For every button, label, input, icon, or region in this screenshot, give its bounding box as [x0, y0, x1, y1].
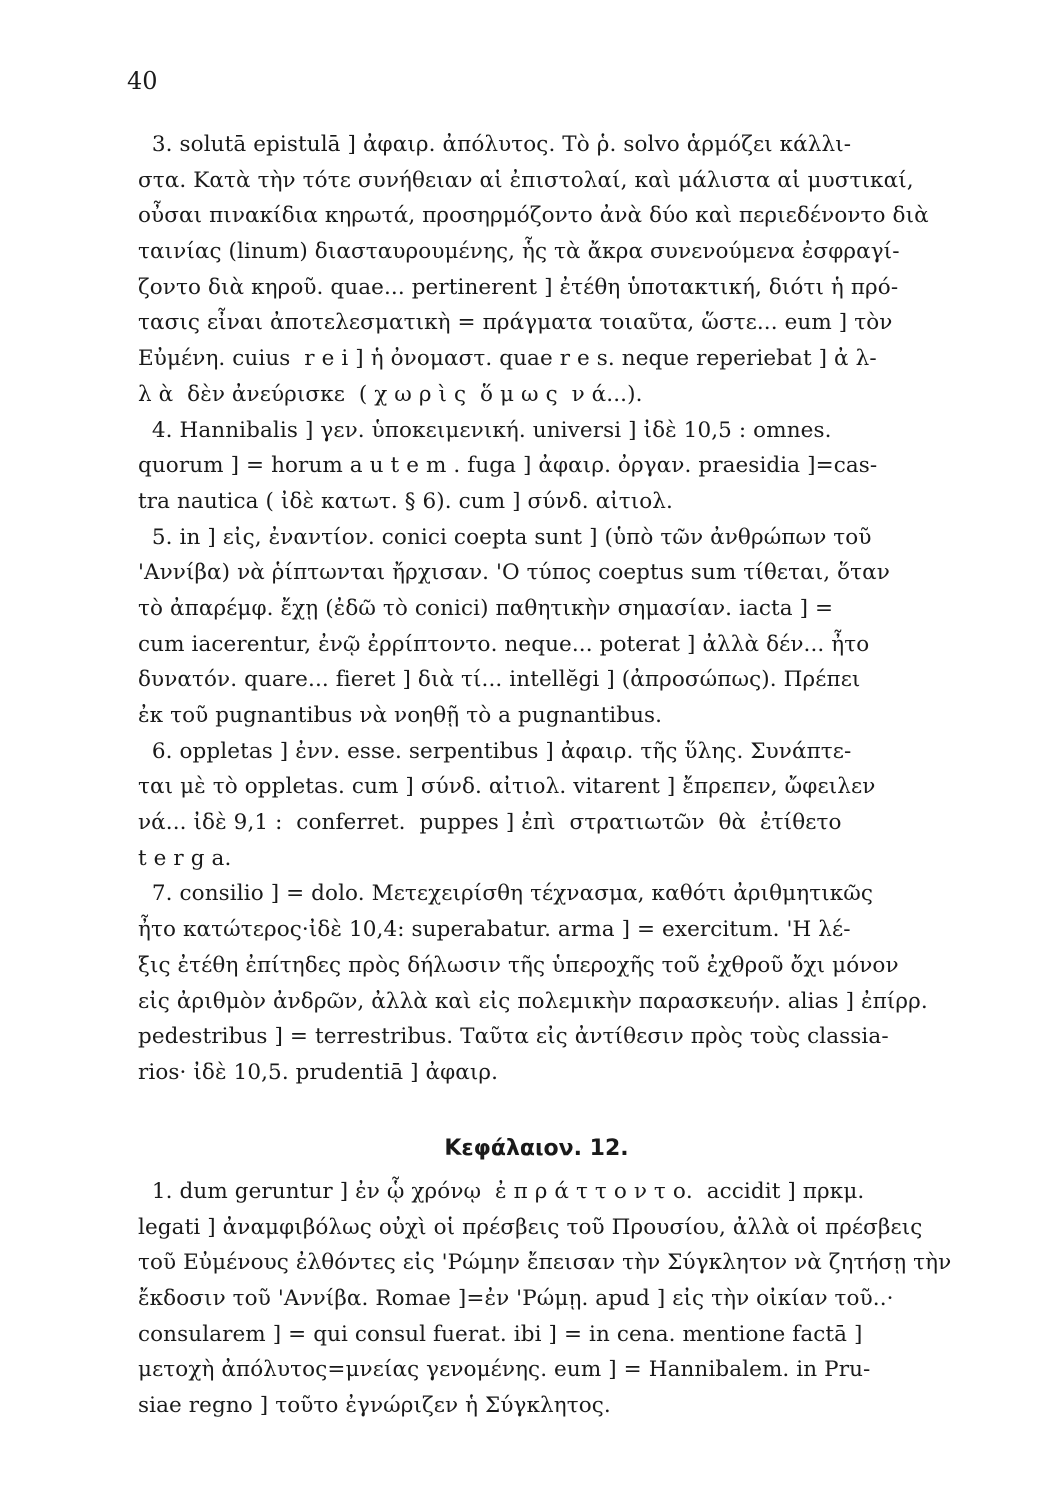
text-line: 3. solutā epistulā ] ἀφαιρ. ἀπόλυτος. Τὸ ῥ. solvo ἁρμόζει κάλλι-: [138, 132, 852, 157]
text-line: ξις ἐτέθη ἐπίτηδες πρὸς δήλωσιν τῆς ὑπεροχῆς τοῦ ἐχθροῦ ὄχι μόνον: [138, 952, 899, 978]
text-line: tra nautica ( ἰδὲ κατωτ. § 6). cum ] σύνδ. αἰτιολ.: [138, 488, 673, 514]
text-line: cum iacerentur, ἐνῷ ἐρρίπτοντο. neque... poterat ] ἀλλὰ δέν... ἦτο: [138, 631, 870, 657]
text-line: λ ὰ δὲν ἀνεύρισκε ( χ ω ρ ὶ ς ὅ μ ω ς ν ά...).: [138, 381, 643, 407]
text-line: pedestribus ] = terrestribus. Ταῦτα εἰς ἀντίθεσιν πρὸς τοὺς classia-: [138, 1024, 889, 1050]
text-line: consularem ] = qui consul fuerat. ibi ] = in cena. mentione factā ]: [138, 1321, 863, 1347]
text-line: δυνατόν. quare... fieret ] διὰ τί... intellĕgi ] (ἀπροσώπως). Πρέπει: [138, 667, 861, 693]
text-line: rios· ἰδὲ 10,5. prudentiā ] ἀφαιρ.: [138, 1059, 499, 1085]
text-line: στα. Κατὰ τὴν τότε συνήθειαν αἱ ἐπιστολαί, καὶ μάλιστα αἱ μυστικαί,: [138, 167, 914, 193]
text-line: ζοντο διὰ κηροῦ. quae... pertinerent ] ἐτέθη ὑποτακτική, διότι ἡ πρό-: [138, 274, 899, 300]
text-line: t e r g a.: [138, 845, 232, 871]
text-line: Εὐμένη. cuius r e i ] ἡ ὀνομαστ. quae r e s. neque reperiebat ] ἀ λ-: [138, 346, 877, 372]
text-line: 4. Hannibalis ] γεν. ὑποκειμενική. universi ] ἰδὲ 10,5 : omnes.: [138, 417, 832, 443]
text-line: quorum ] = horum a u t e m . fuga ] ἀφαιρ. ὀργαν. praesidia ]=cas-: [138, 453, 878, 479]
text-line: νά... ἰδὲ 9,1 : conferret. puppes ] ἐπὶ στρατιωτῶν θὰ ἐτίθετο: [138, 810, 842, 836]
text-line: siae regno ] τοῦτο ἐγνώριζεν ἡ Σύγκλητος.: [138, 1393, 611, 1419]
text-line: ταινίας (linum) διασταυρουμένης, ἧς τὰ ἄκρα συνενούμενα ἐσφραγί-: [138, 239, 900, 265]
text-line: ται μὲ τὸ oppletas. cum ] σύνδ. αἰτιολ. vitarent ] ἔπρεπεν, ὤφειλεν: [138, 774, 876, 800]
chapter-heading: Κεφάλαιον. 12.: [444, 1136, 629, 1161]
text-line: 6. oppletas ] ἐνν. esse. serpentibus ] ἀφαιρ. τῆς ὕλης. Συνάπτε-: [138, 738, 852, 764]
text-line: 5. in ] εἰς, ἐναντίον. conici coepta sunt ] (ὑπὸ τῶν ἀνθρώπων τοῦ: [138, 524, 872, 550]
page-number: 40: [127, 67, 158, 95]
text-line: ἦτο κατώτερος·ἰδὲ 10,4: superabatur. arma ] = exercitum. 'Η λέ-: [138, 917, 851, 943]
text-line: ἐκ τοῦ pugnantibus νὰ νοηθῇ τὸ a pugnantibus.: [138, 703, 663, 728]
commentary-block-chapter-12: [138, 1174, 1008, 1424]
text-line: 7. consilio ] = dolo. Μετεχειρίσθη τέχνασμα, καθότι ἀριθμητικῶς: [138, 881, 874, 907]
text-line: μετοχὴ ἀπόλυτος=μνείας γενομένης. eum ] = Hannibalem. in Pru-: [138, 1357, 871, 1383]
commentary-block-chapter-11: [138, 127, 1008, 1091]
text-line: ἔκδοσιν τοῦ 'Αννίβα. Romae ]=ἐν 'Ρώμῃ. apud ] εἰς τὴν οἰκίαν τοῦ..·: [138, 1286, 894, 1312]
text-line: οὖσαι πινακίδια κηρωτά, προσηρμόζοντο ἀνὰ δύο καὶ περιεδένοντο διὰ: [138, 203, 929, 229]
text-line: legati ] ἀναμφιβόλως οὐχὶ οἱ πρέσβεις τοῦ Προυσίου, ἀλλὰ οἱ πρέσβεις: [138, 1214, 923, 1240]
text-line: 1. dum geruntur ] ἐν ᾧ χρόνῳ ἐ π ρ ά τ τ ο ν τ ο. accidit ] πρκμ.: [138, 1179, 865, 1204]
text-line: εἰς ἀριθμὸν ἀνδρῶν, ἀλλὰ καὶ εἰς πολεμικὴν παρασκευήν. alias ] ἐπίρρ.: [138, 988, 928, 1014]
text-line: τὸ ἀπαρέμφ. ἔχῃ (ἐδῶ τὸ conici) παθητικὴν σημασίαν. iacta ] =: [138, 595, 834, 621]
text-line: τοῦ Εὐμένους ἐλθόντες εἰς 'Ρώμην ἔπεισαν τὴν Σύγκλητον νὰ ζητήσῃ τὴν: [138, 1250, 952, 1276]
text-line: τασις εἶναι ἀποτελεσματικὴ = πράγματα τοιαῦτα, ὥστε... eum ] τὸν: [138, 310, 893, 336]
text-line: 'Αννίβα) νὰ ῥίπτωνται ἤρχισαν. 'Ο τύπος coeptus sum τίθεται, ὅταν: [138, 560, 890, 586]
